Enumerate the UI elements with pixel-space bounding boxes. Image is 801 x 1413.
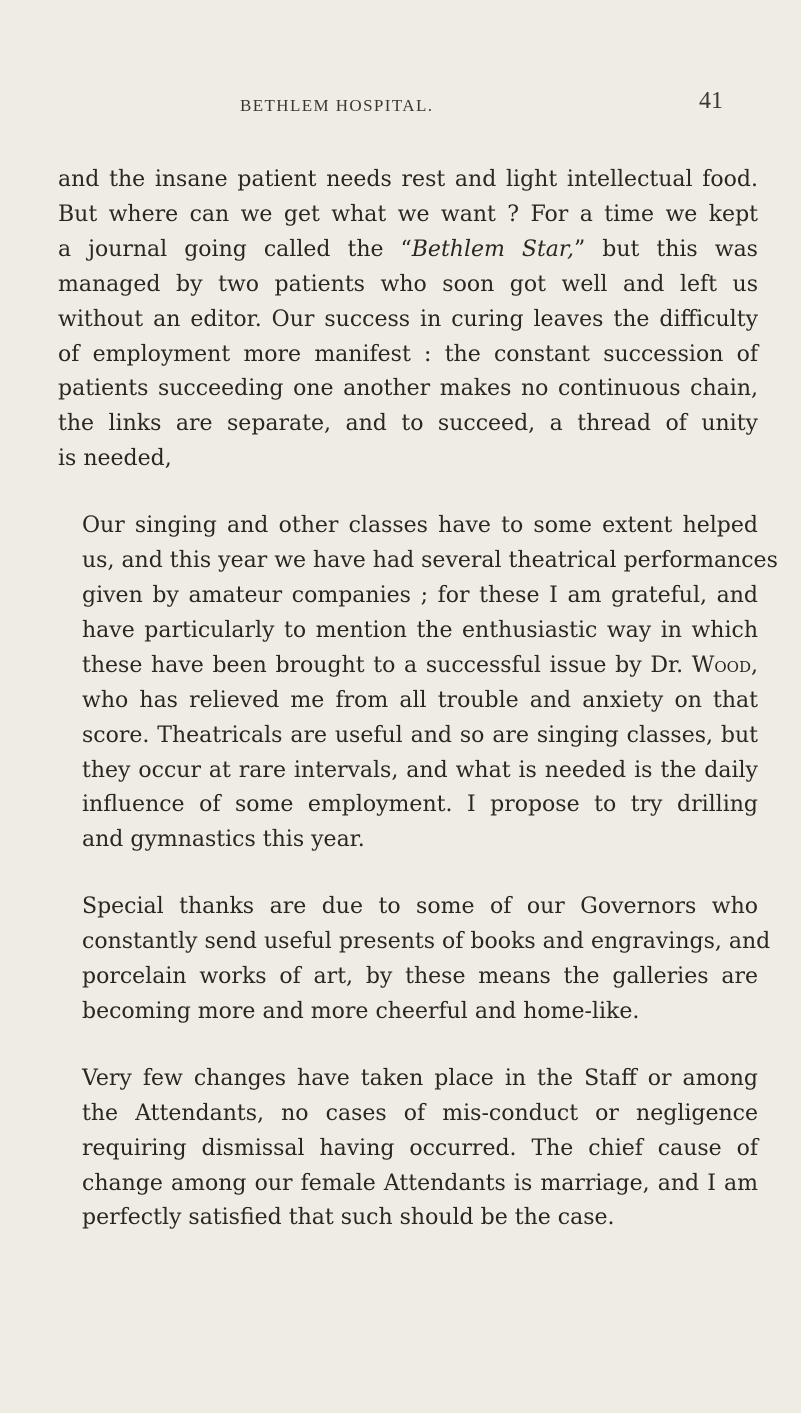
journal-title: Bethlem Star,	[411, 236, 575, 262]
text-line: Our singing and other classes have to some extent helped	[82, 513, 758, 539]
text-segment: ” but this was	[574, 236, 758, 262]
person-name: Wood,	[691, 652, 758, 678]
page-number: 41	[699, 88, 723, 114]
text-line: the Attendants, no cases of mis-conduct or negligence	[82, 1100, 758, 1126]
text-line: given by amateur companies ; for these I am grateful, and	[82, 582, 758, 608]
text-line: is needed,	[58, 446, 172, 472]
paragraph-2	[58, 509, 778, 858]
text-line	[58, 649, 758, 684]
running-head: BETHLEM HOSPITAL.	[240, 96, 434, 115]
text-line: perfectly satisfied that such should be the case.	[82, 1205, 615, 1231]
text-segment: these have been brought to a successful issue by Dr.	[82, 652, 692, 678]
text-line: score. Theatricals are useful and so are singing classes, but	[82, 722, 758, 748]
text-line: of employment more manifest : the constant succession of	[58, 341, 758, 367]
text-line: requiring dismissal having occurred. The chief cause of	[82, 1135, 758, 1161]
text-line: without an editor. Our success in curing leaves the difficulty	[58, 306, 758, 332]
text-line: patients succeeding one another makes no continuous chain,	[58, 376, 758, 402]
text-line: managed by two patients who soon got well and left us	[58, 271, 758, 297]
text-line: and gymnastics this year.	[82, 827, 365, 853]
text-line: they occur at rare intervals, and what is needed is the daily	[82, 757, 758, 783]
text-line: the links are separate, and to succeed, a thread of unity	[58, 411, 758, 437]
paragraph-4	[58, 1062, 758, 1237]
text-segment: a journal going called the “	[58, 236, 412, 262]
text-line: Very few changes have taken place in the Staff or among	[82, 1065, 758, 1091]
paragraph-3	[58, 890, 771, 1030]
text-line: change among our female Attendants is marriage, and I am	[82, 1170, 758, 1196]
text-line: becoming more and more cheerful and home-like.	[82, 998, 640, 1024]
page-header	[0, 88, 801, 118]
text-line: porcelain works of art, by these means the galleries are	[82, 964, 758, 990]
text-line: who has relieved me from all trouble and anxiety on that	[82, 687, 758, 713]
text-line: But where can we get what we want ? For a time we kept	[58, 201, 758, 227]
text-line: Special thanks are due to some of our Governors who	[82, 894, 758, 920]
text-line	[58, 233, 758, 268]
text-line: us, and this year we have had several theatrical performances	[82, 548, 778, 574]
text-line: and the insane patient needs rest and light intellectual food.	[58, 167, 758, 192]
paragraph-1	[58, 163, 758, 477]
text-line: constantly send useful presents of books and engravings, and	[82, 929, 771, 955]
text-line: have particularly to mention the enthusiastic way in which	[82, 617, 758, 643]
body-text	[58, 163, 778, 1236]
text-line: influence of some employment. I propose to try drilling	[82, 792, 758, 818]
